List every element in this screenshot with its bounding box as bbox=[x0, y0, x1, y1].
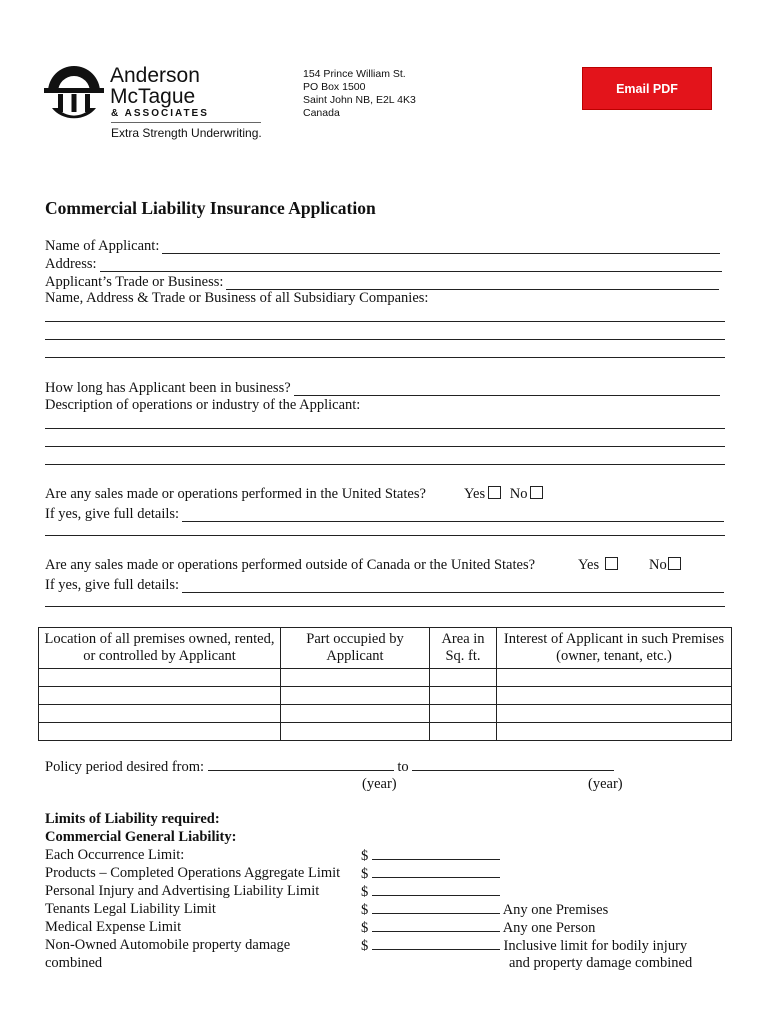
limit-label-products: Products – Completed Operations Aggregate Limit bbox=[45, 865, 341, 881]
limit-field-tenants[interactable] bbox=[372, 901, 500, 914]
logo-line-2: McTague bbox=[110, 85, 196, 108]
name-label: Name of Applicant: bbox=[45, 238, 160, 254]
table-cell[interactable] bbox=[497, 669, 732, 687]
currency-symbol: $ bbox=[361, 884, 369, 900]
limit-note-medical: Any one Person bbox=[502, 920, 596, 936]
premises-header-area: Area in Sq. ft. bbox=[430, 628, 497, 669]
address-field[interactable] bbox=[100, 258, 722, 272]
table-cell[interactable] bbox=[430, 723, 497, 741]
logo-mark-icon bbox=[44, 64, 104, 122]
limit-amount-non-owned-auto bbox=[361, 937, 687, 955]
policy-to-field[interactable] bbox=[412, 758, 614, 771]
currency-symbol: $ bbox=[361, 902, 369, 918]
trade-label: Applicant’s Trade or Business: bbox=[45, 274, 224, 290]
limit-label-occurrence: Each Occurrence Limit: bbox=[45, 847, 185, 863]
limit-label-non-owned-auto: Non-Owned Automobile property damage bbox=[45, 937, 291, 953]
table-cell[interactable] bbox=[497, 687, 732, 705]
table-cell[interactable] bbox=[39, 723, 281, 741]
outside-no-label: No bbox=[649, 557, 667, 573]
address-line-2: PO Box 1500 bbox=[303, 81, 366, 93]
limit-amount-personal-injury bbox=[361, 883, 500, 901]
description-label: Description of operations or industry of the Applicant: bbox=[45, 397, 361, 413]
logo-divider bbox=[111, 122, 261, 123]
email-pdf-button[interactable]: Email PDF bbox=[582, 67, 712, 110]
limit-note-tenants: Any one Premises bbox=[502, 902, 609, 918]
table-cell[interactable] bbox=[281, 669, 430, 687]
premises-header-location: Location of all premises owned, rented, or controlled by Applicant bbox=[39, 628, 281, 669]
table-cell[interactable] bbox=[39, 705, 281, 723]
limit-field-occurrence[interactable] bbox=[372, 847, 500, 860]
us-no-label: No bbox=[509, 486, 528, 502]
trade-field[interactable] bbox=[226, 276, 719, 290]
table-row bbox=[39, 723, 732, 741]
subsidiaries-label: Name, Address & Trade or Business of all Subsidiary Companies: bbox=[45, 290, 429, 306]
table-cell[interactable] bbox=[39, 687, 281, 705]
if-yes-2-row bbox=[45, 575, 724, 593]
currency-symbol: $ bbox=[361, 866, 369, 882]
policy-period-row bbox=[45, 758, 614, 776]
if-yes-2-label: If yes, give full details: bbox=[45, 577, 180, 593]
limit-amount-tenants bbox=[361, 901, 608, 919]
limit-label-medical: Medical Expense Limit bbox=[45, 919, 182, 935]
table-row bbox=[39, 669, 732, 687]
us-yes-label: Yes bbox=[464, 486, 486, 502]
limit-label-personal-injury: Personal Injury and Advertising Liability Limit bbox=[45, 883, 320, 899]
policy-year-1: (year) bbox=[362, 776, 397, 792]
address-line-3: Saint John NB, E2L 4K3 bbox=[303, 94, 416, 106]
limits-heading: Limits of Liability required: bbox=[45, 811, 220, 827]
policy-from-field[interactable] bbox=[208, 758, 394, 771]
outside-no-checkbox[interactable] bbox=[668, 557, 681, 570]
description-line-1[interactable] bbox=[45, 428, 725, 429]
logo-line-1: Anderson bbox=[110, 64, 200, 87]
trade-row bbox=[45, 272, 724, 290]
how-long-label: How long has Applicant been in business? bbox=[45, 380, 291, 396]
subsidiaries-line-2[interactable] bbox=[45, 339, 725, 340]
policy-period-label: Policy period desired from: bbox=[45, 759, 205, 775]
limit-field-non-owned-auto[interactable] bbox=[372, 937, 500, 950]
table-cell[interactable] bbox=[430, 687, 497, 705]
limit-field-medical[interactable] bbox=[372, 919, 500, 932]
outside-yes-option[interactable] bbox=[578, 557, 618, 574]
outside-no-option[interactable] bbox=[649, 557, 681, 574]
table-cell[interactable] bbox=[430, 669, 497, 687]
premises-table bbox=[38, 627, 732, 741]
limit-amount-occurrence bbox=[361, 847, 500, 865]
limit-field-products[interactable] bbox=[372, 865, 500, 878]
subsidiaries-line-3[interactable] bbox=[45, 357, 725, 358]
address-line-4: Canada bbox=[303, 107, 340, 119]
currency-symbol: $ bbox=[361, 938, 369, 954]
table-row bbox=[39, 705, 732, 723]
premises-header-row bbox=[39, 628, 732, 669]
table-cell[interactable] bbox=[281, 723, 430, 741]
table-cell[interactable] bbox=[430, 705, 497, 723]
subsidiaries-line-1[interactable] bbox=[45, 321, 725, 322]
outside-sales-question: Are any sales made or operations performed outside of Canada or the United States? bbox=[45, 557, 536, 573]
name-field[interactable] bbox=[162, 240, 720, 254]
address-label: Address: bbox=[45, 256, 97, 272]
limit-label-tenants: Tenants Legal Liability Limit bbox=[45, 901, 216, 917]
logo-line-3: & ASSOCIATES bbox=[111, 108, 209, 119]
if-yes-1-field[interactable] bbox=[182, 508, 724, 522]
description-line-3[interactable] bbox=[45, 464, 725, 465]
name-of-applicant-row bbox=[45, 236, 724, 254]
us-no-checkbox[interactable] bbox=[530, 486, 543, 499]
company-address bbox=[303, 68, 416, 120]
outside-yes-label: Yes bbox=[578, 557, 600, 573]
cgl-heading: Commercial General Liability: bbox=[45, 829, 237, 845]
premises-header-interest: Interest of Applicant in such Premises (owner, tenant, etc.) bbox=[497, 628, 732, 669]
form-title: Commercial Liability Insurance Application bbox=[45, 198, 376, 218]
policy-year-2: (year) bbox=[588, 776, 623, 792]
how-long-row bbox=[45, 378, 724, 396]
limit-label-combined: combined bbox=[45, 955, 103, 971]
limit-field-personal-injury[interactable] bbox=[372, 883, 500, 896]
table-cell[interactable] bbox=[497, 705, 732, 723]
table-cell[interactable] bbox=[39, 669, 281, 687]
limit-amount-medical bbox=[361, 919, 595, 937]
if-yes-1-label: If yes, give full details: bbox=[45, 506, 180, 522]
outside-yes-checkbox[interactable] bbox=[605, 557, 618, 570]
if-yes-1-row bbox=[45, 504, 724, 522]
address-line-1: 154 Prince William St. bbox=[303, 68, 406, 80]
table-cell[interactable] bbox=[281, 687, 430, 705]
if-yes-1-line-2[interactable] bbox=[45, 535, 725, 536]
description-line-2[interactable] bbox=[45, 446, 725, 447]
us-yes-checkbox[interactable] bbox=[488, 486, 501, 499]
premises-header-part: Part occupied by Applicant bbox=[281, 628, 430, 669]
limit-note-non-owned-auto: Inclusive limit for bodily injury bbox=[503, 938, 688, 954]
table-cell[interactable] bbox=[497, 723, 732, 741]
table-row bbox=[39, 687, 732, 705]
table-cell[interactable] bbox=[281, 705, 430, 723]
if-yes-2-field[interactable] bbox=[182, 579, 724, 593]
policy-to-label: to bbox=[397, 759, 409, 775]
if-yes-2-line-2[interactable] bbox=[45, 606, 725, 607]
us-sales-question: Are any sales made or operations performed in the United States? bbox=[45, 486, 426, 502]
logo-tagline: Extra Strength Underwriting. bbox=[111, 126, 262, 140]
limit-amount-products bbox=[361, 865, 500, 883]
currency-symbol: $ bbox=[361, 920, 369, 936]
currency-symbol: $ bbox=[361, 848, 369, 864]
how-long-field[interactable] bbox=[294, 382, 720, 396]
address-row bbox=[45, 254, 724, 272]
us-sales-yes-option[interactable] bbox=[464, 486, 543, 503]
limit-note-combined: and property damage combined bbox=[509, 955, 693, 971]
